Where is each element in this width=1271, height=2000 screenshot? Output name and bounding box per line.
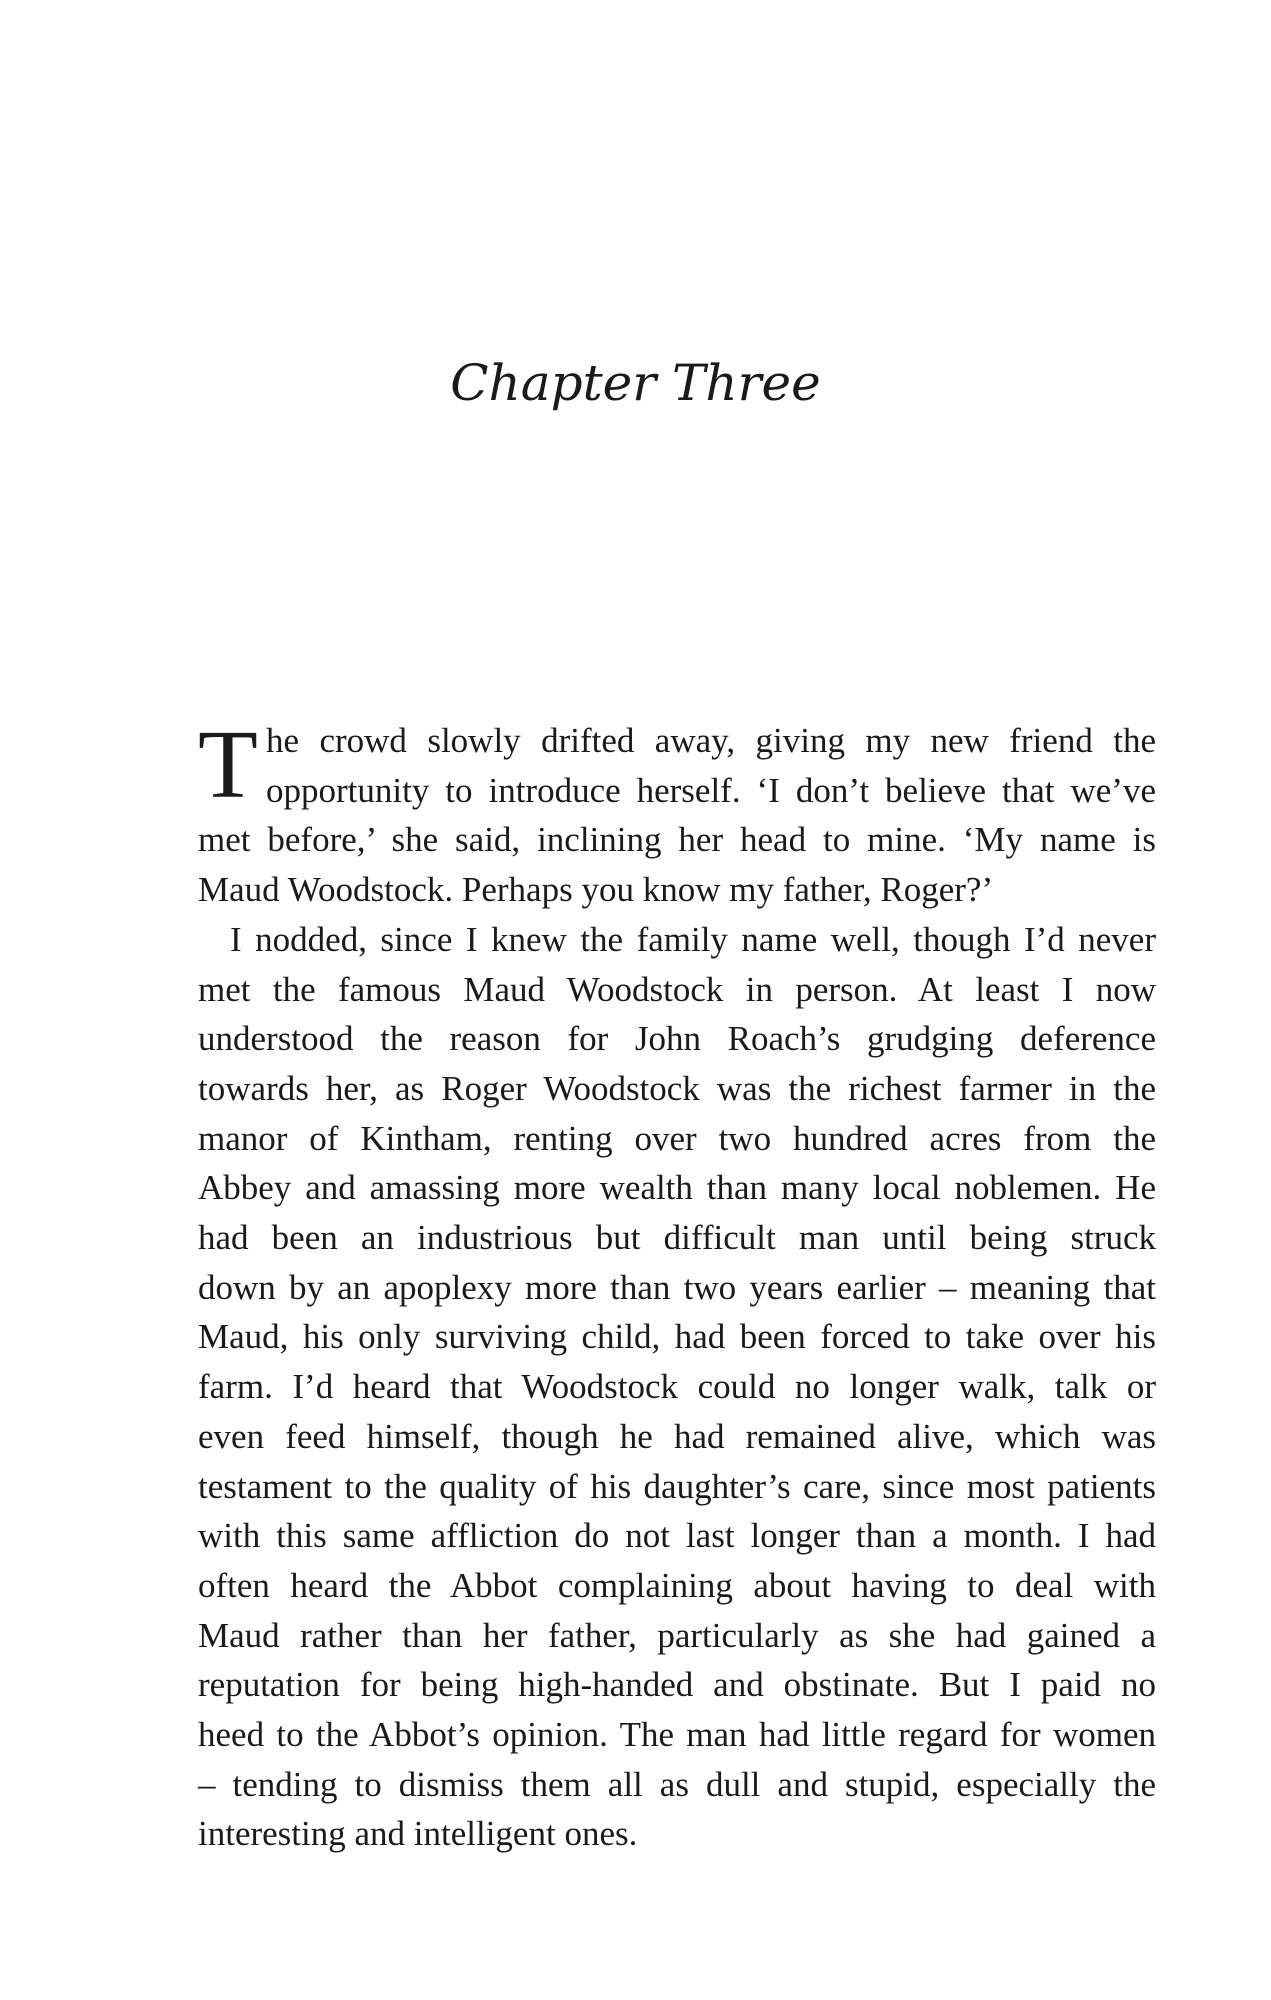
text-line: testament to the quality of his daughter’s care, since most patients [198, 1466, 1156, 1506]
text-line: understood the reason for John Roach’s grudging deference [198, 1019, 1156, 1059]
text-line: he crowd slowly drifted away, giving my new friend the [266, 721, 1156, 760]
text-line: Abbey and amassing more wealth than many local noblemen. He [198, 1168, 1156, 1208]
chapter-body [198, 711, 1156, 1859]
text-line: opportunity to introduce herself. ‘I don’t believe that we’ve [266, 770, 1156, 810]
paragraph-2 [198, 915, 1156, 1859]
text-line: down by an apoplexy more than two years earlier – meaning that [198, 1267, 1156, 1307]
text-line: reputation for being high-handed and obstinate. But I paid no [198, 1665, 1156, 1705]
text-line: – tending to dismiss them all as dull and stupid, especially the [198, 1764, 1156, 1804]
text-line: had been an industrious but difficult man until being struck [198, 1218, 1156, 1258]
text-line: Maud, his only surviving child, had been forced to take over his [198, 1317, 1156, 1357]
text-line: met before,’ she said, inclining her head to mine. ‘My name is [198, 820, 1156, 860]
text-line: I nodded, since I knew the family name well, though I’d never [230, 919, 1156, 959]
text-line: towards her, as Roger Woodstock was the richest farmer in the [198, 1068, 1156, 1108]
text-line: Maud rather than her father, particularly as she had gained a [198, 1615, 1156, 1655]
text-line: often heard the Abbot complaining about having to deal with [198, 1565, 1156, 1605]
chapter-title: Chapter Three [450, 354, 821, 412]
text-line: with this same affliction do not last longer than a month. I had [198, 1516, 1156, 1556]
text-line: heed to the Abbot’s opinion. The man had little regard for women [198, 1715, 1156, 1755]
paragraph-1 [198, 711, 1156, 915]
text-line: met the famous Maud Woodstock in person. At least I now [198, 969, 1156, 1009]
text-line: farm. I’d heard that Woodstock could no longer walk, talk or [198, 1367, 1156, 1407]
drop-cap: T [198, 711, 258, 819]
text-line: Maud Woodstock. Perhaps you know my father, Roger?’ [198, 870, 994, 910]
text-line: manor of Kintham, renting over two hundred acres from the [198, 1118, 1156, 1158]
text-line: interesting and intelligent ones. [198, 1814, 638, 1854]
text-line: even feed himself, though he had remained alive, which was [198, 1416, 1156, 1456]
